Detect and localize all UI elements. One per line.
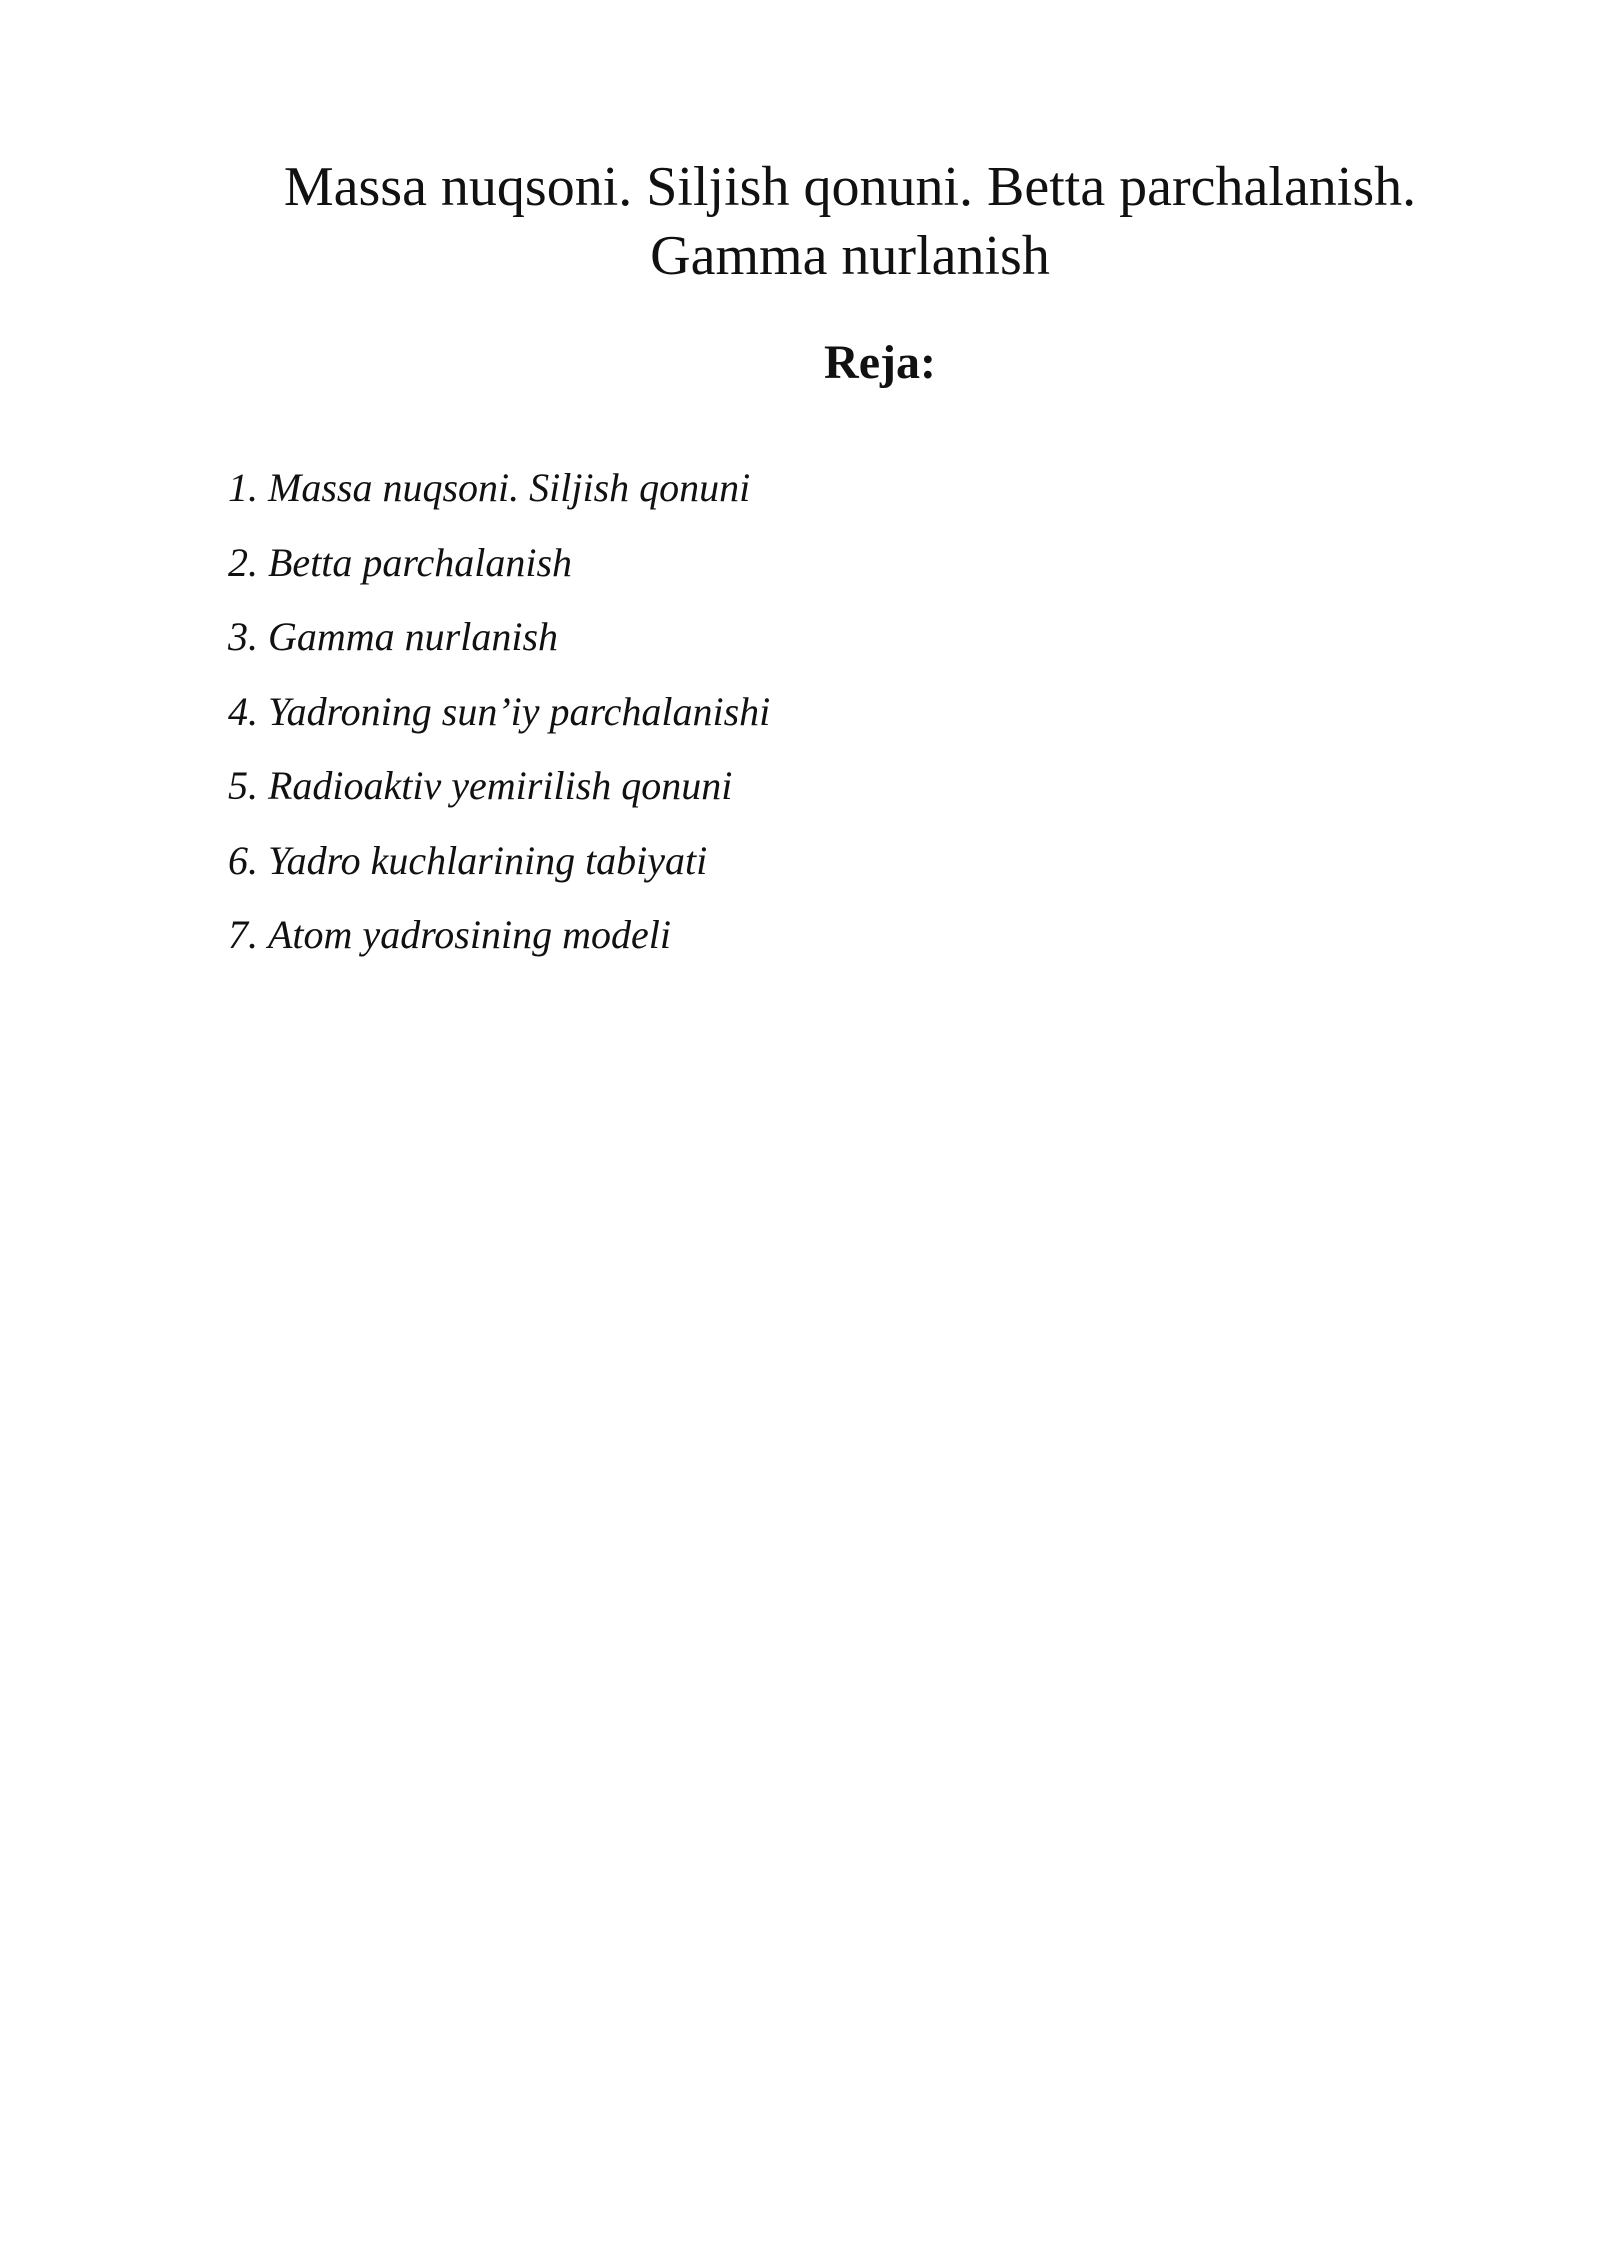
plan-item-number: 6. (228, 837, 258, 883)
document-title-line-2: Gamma nurlanish (650, 225, 1050, 287)
plan-list (228, 460, 770, 982)
plan-item-number: 7. (228, 912, 258, 957)
plan-item (228, 460, 770, 535)
plan-item-text: Atom yadrosining modeli (268, 912, 671, 957)
plan-item (228, 907, 770, 982)
plan-item-text: Radioaktiv yemirilish qonuni (268, 763, 733, 808)
plan-item (228, 833, 770, 908)
plan-item-number: 4. (228, 688, 258, 734)
document-title-line-1: Massa nuqsoni. Siljish qonuni. Betta parchalanish. (283, 156, 1417, 218)
plan-item-number: 5. (228, 763, 258, 808)
plan-item-text: Betta parchalanish (268, 539, 573, 585)
plan-item (228, 535, 770, 610)
plan-item-number: 3. (228, 614, 258, 659)
plan-item (228, 758, 770, 833)
plan-heading: Reja: (824, 336, 936, 389)
plan-item-text: Yadroning sun’iy parchalanishi (268, 688, 771, 734)
plan-item-text: Gamma nurlanish (268, 614, 559, 659)
plan-item-text: Massa nuqsoni. Siljish qonuni (268, 465, 751, 510)
plan-item-text: Yadro kuchlarining tabiyati (268, 837, 708, 883)
plan-item-number: 1. (228, 465, 258, 510)
plan-item (228, 684, 770, 759)
plan-item (228, 609, 770, 684)
plan-item-number: 2. (228, 539, 258, 585)
